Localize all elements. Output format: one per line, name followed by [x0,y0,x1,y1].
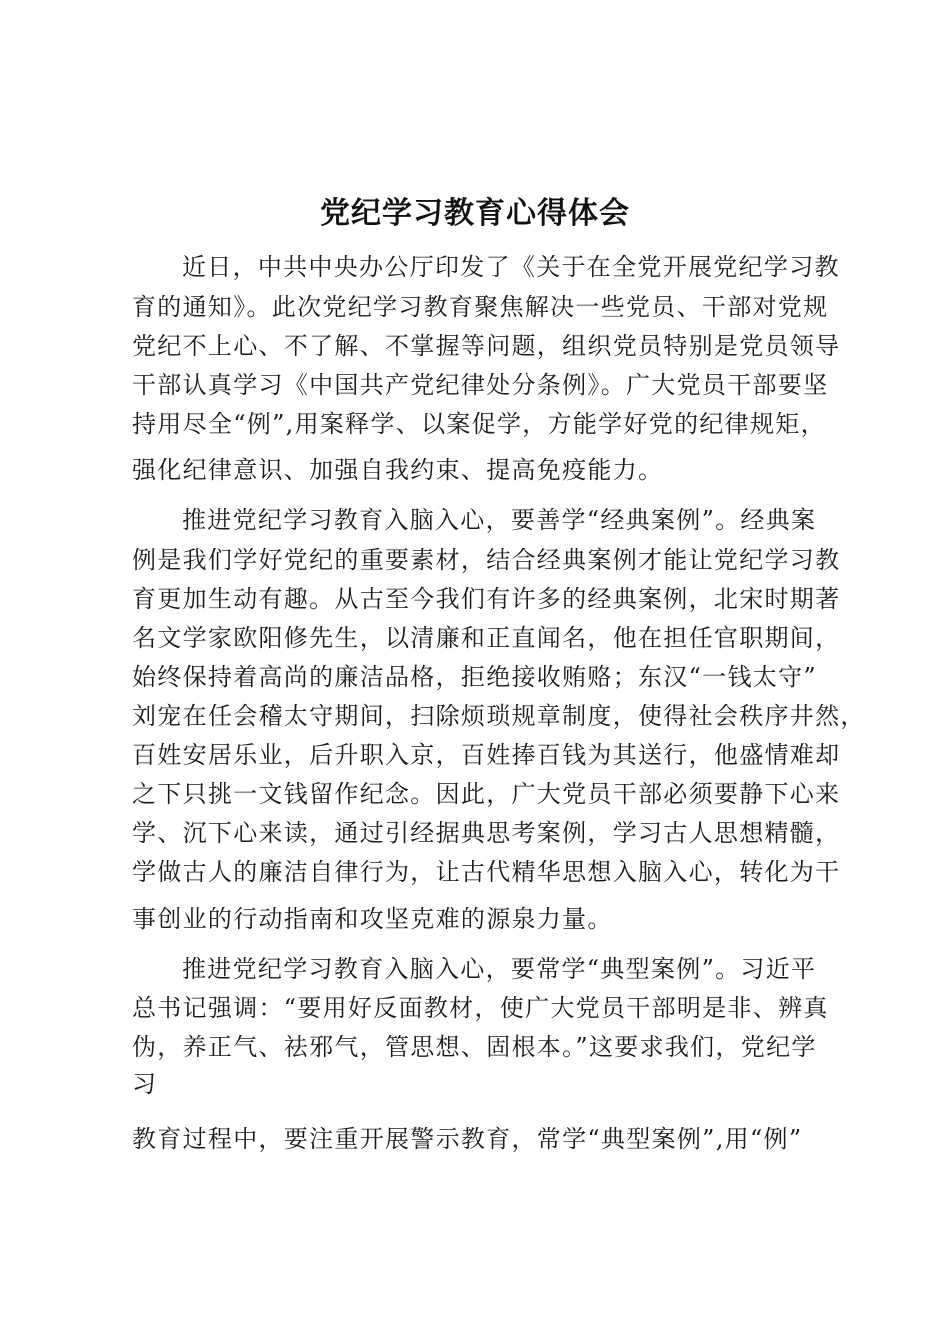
text-line: 持用尽全“例”,用案释学、以案促学，方能学好党的纪律规矩， [132,410,826,438]
text-line: 推进党纪学习教育入脑入心，要常学“典型案例”。习近平 [182,955,817,983]
text-line: 百姓安居乐业，后升职入京，百姓捧百钱为其送行，他盛情难却 [132,741,841,769]
text-line: 学做古人的廉洁自律行为，让古代精华思想入脑入心，转化为干 [132,858,841,886]
text-line: 党纪不上心、不了解、不掌握等问题，组织党员特别是党员领导 [132,332,841,360]
text-line: 例是我们学好党纪的重要素材，结合经典案例才能让党纪学习教 [132,546,841,574]
text-line: 刘宠在任会稽太守期间，扫除烦琐规章制度，使得社会秩序井然， [132,702,866,730]
text-line: 事创业的行动指南和攻坚克难的源泉力量。 [132,905,613,933]
document-title: 党纪学习教育心得体会 [320,196,630,231]
text-line: 总书记强调：“要用好反面教材，使广大党员干部明是非、辨真 [132,994,829,1022]
text-line: 推进党纪学习教育入脑入心，要善学“经典案例”。经典案 [182,506,817,534]
text-line: 干部认真学习《中国共产党纪律处分条例》。广大党员干部要坚 [132,371,829,399]
text-line: 学、沉下心来读，通过引经据典思考案例，学习古人思想精髓， [132,819,841,847]
text-line: 名文学家欧阳修先生，以清廉和正直闻名，他在担任官职期间， [132,624,841,652]
text-line: 育的通知》。此次党纪学习教育聚焦解决一些党员、干部对党规 [132,293,829,321]
text-line: 教育过程中，要注重开展警示教育，常学“典型案例”,用“例” [132,1125,803,1153]
text-line: 之下只挑一文钱留作纪念。因此，广大党员干部必须要静下心来 [132,780,841,808]
text-line: 近日，中共中央办公厅印发了《关于在全党开展党纪学习教 [182,253,840,281]
text-line: 育更加生动有趣。从古至今我们有许多的经典案例，北宋时期著 [132,585,841,613]
text-line: 始终保持着高尚的廉洁品格，拒绝接收贿赂；东汉“一钱太守” [132,663,817,691]
text-line: 习 [132,1070,158,1098]
text-line: 伪，养正气、祛邪气，管思想、固根本。”这要求我们，党纪学 [132,1033,817,1061]
text-line: 强化纪律意识、加强自我约束、提高免疫能力。 [132,456,664,484]
